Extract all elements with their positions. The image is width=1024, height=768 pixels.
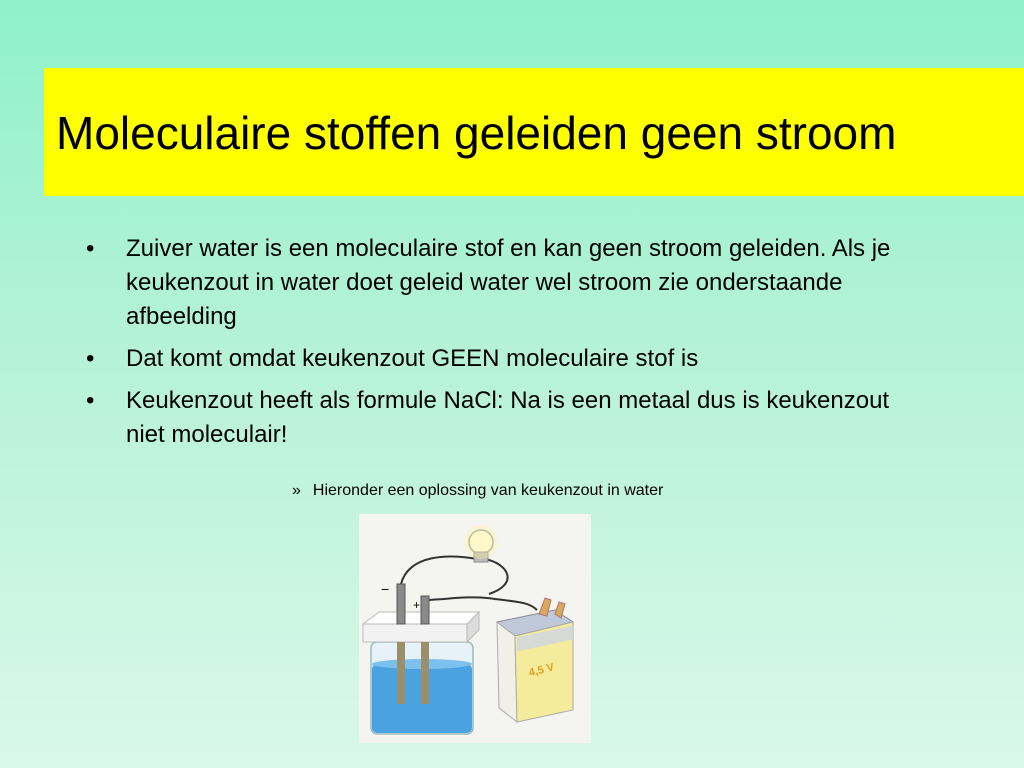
bullet-list — [86, 232, 906, 460]
plus-label: + — [413, 598, 421, 612]
bullet-item — [86, 232, 906, 334]
wire-left — [401, 557, 477, 584]
battery-voltage-label: 4,5 V — [527, 661, 556, 680]
conductivity-illustration — [359, 514, 591, 743]
battery-icon — [497, 598, 573, 722]
subnote-marker-icon: » — [292, 482, 301, 499]
circuit-drawing — [359, 514, 591, 743]
slide-title: Moleculaire stoffen geleiden geen stroom — [56, 107, 897, 159]
bullet-text: Dat komt omdat keukenzout GEEN moleculaire stof is — [126, 345, 699, 372]
wire-bottom — [427, 597, 537, 610]
bullet-item — [86, 342, 906, 376]
subnote — [292, 482, 663, 500]
bullet-text: Zuiver water is een moleculaire stof en kan geen stroom geleiden. Als je keukenzout in water doet geleid water wel stroom zie onderstaande afbeelding — [126, 235, 891, 330]
bullet-icon: • — [86, 235, 95, 262]
wire-right — [485, 559, 508, 594]
minus-label: − — [381, 581, 390, 597]
subnote-text: Hieronder een oplossing van keukenzout in water — [312, 482, 664, 499]
bullet-text: Keukenzout heeft als formule NaCl: Na is een metaal dus is keukenzout niet moleculair! — [126, 387, 890, 448]
bullet-item — [86, 384, 906, 452]
lightbulb-icon — [464, 525, 498, 562]
title-band — [44, 68, 1024, 196]
bullet-icon: • — [86, 387, 95, 414]
bullet-icon: • — [86, 345, 95, 372]
